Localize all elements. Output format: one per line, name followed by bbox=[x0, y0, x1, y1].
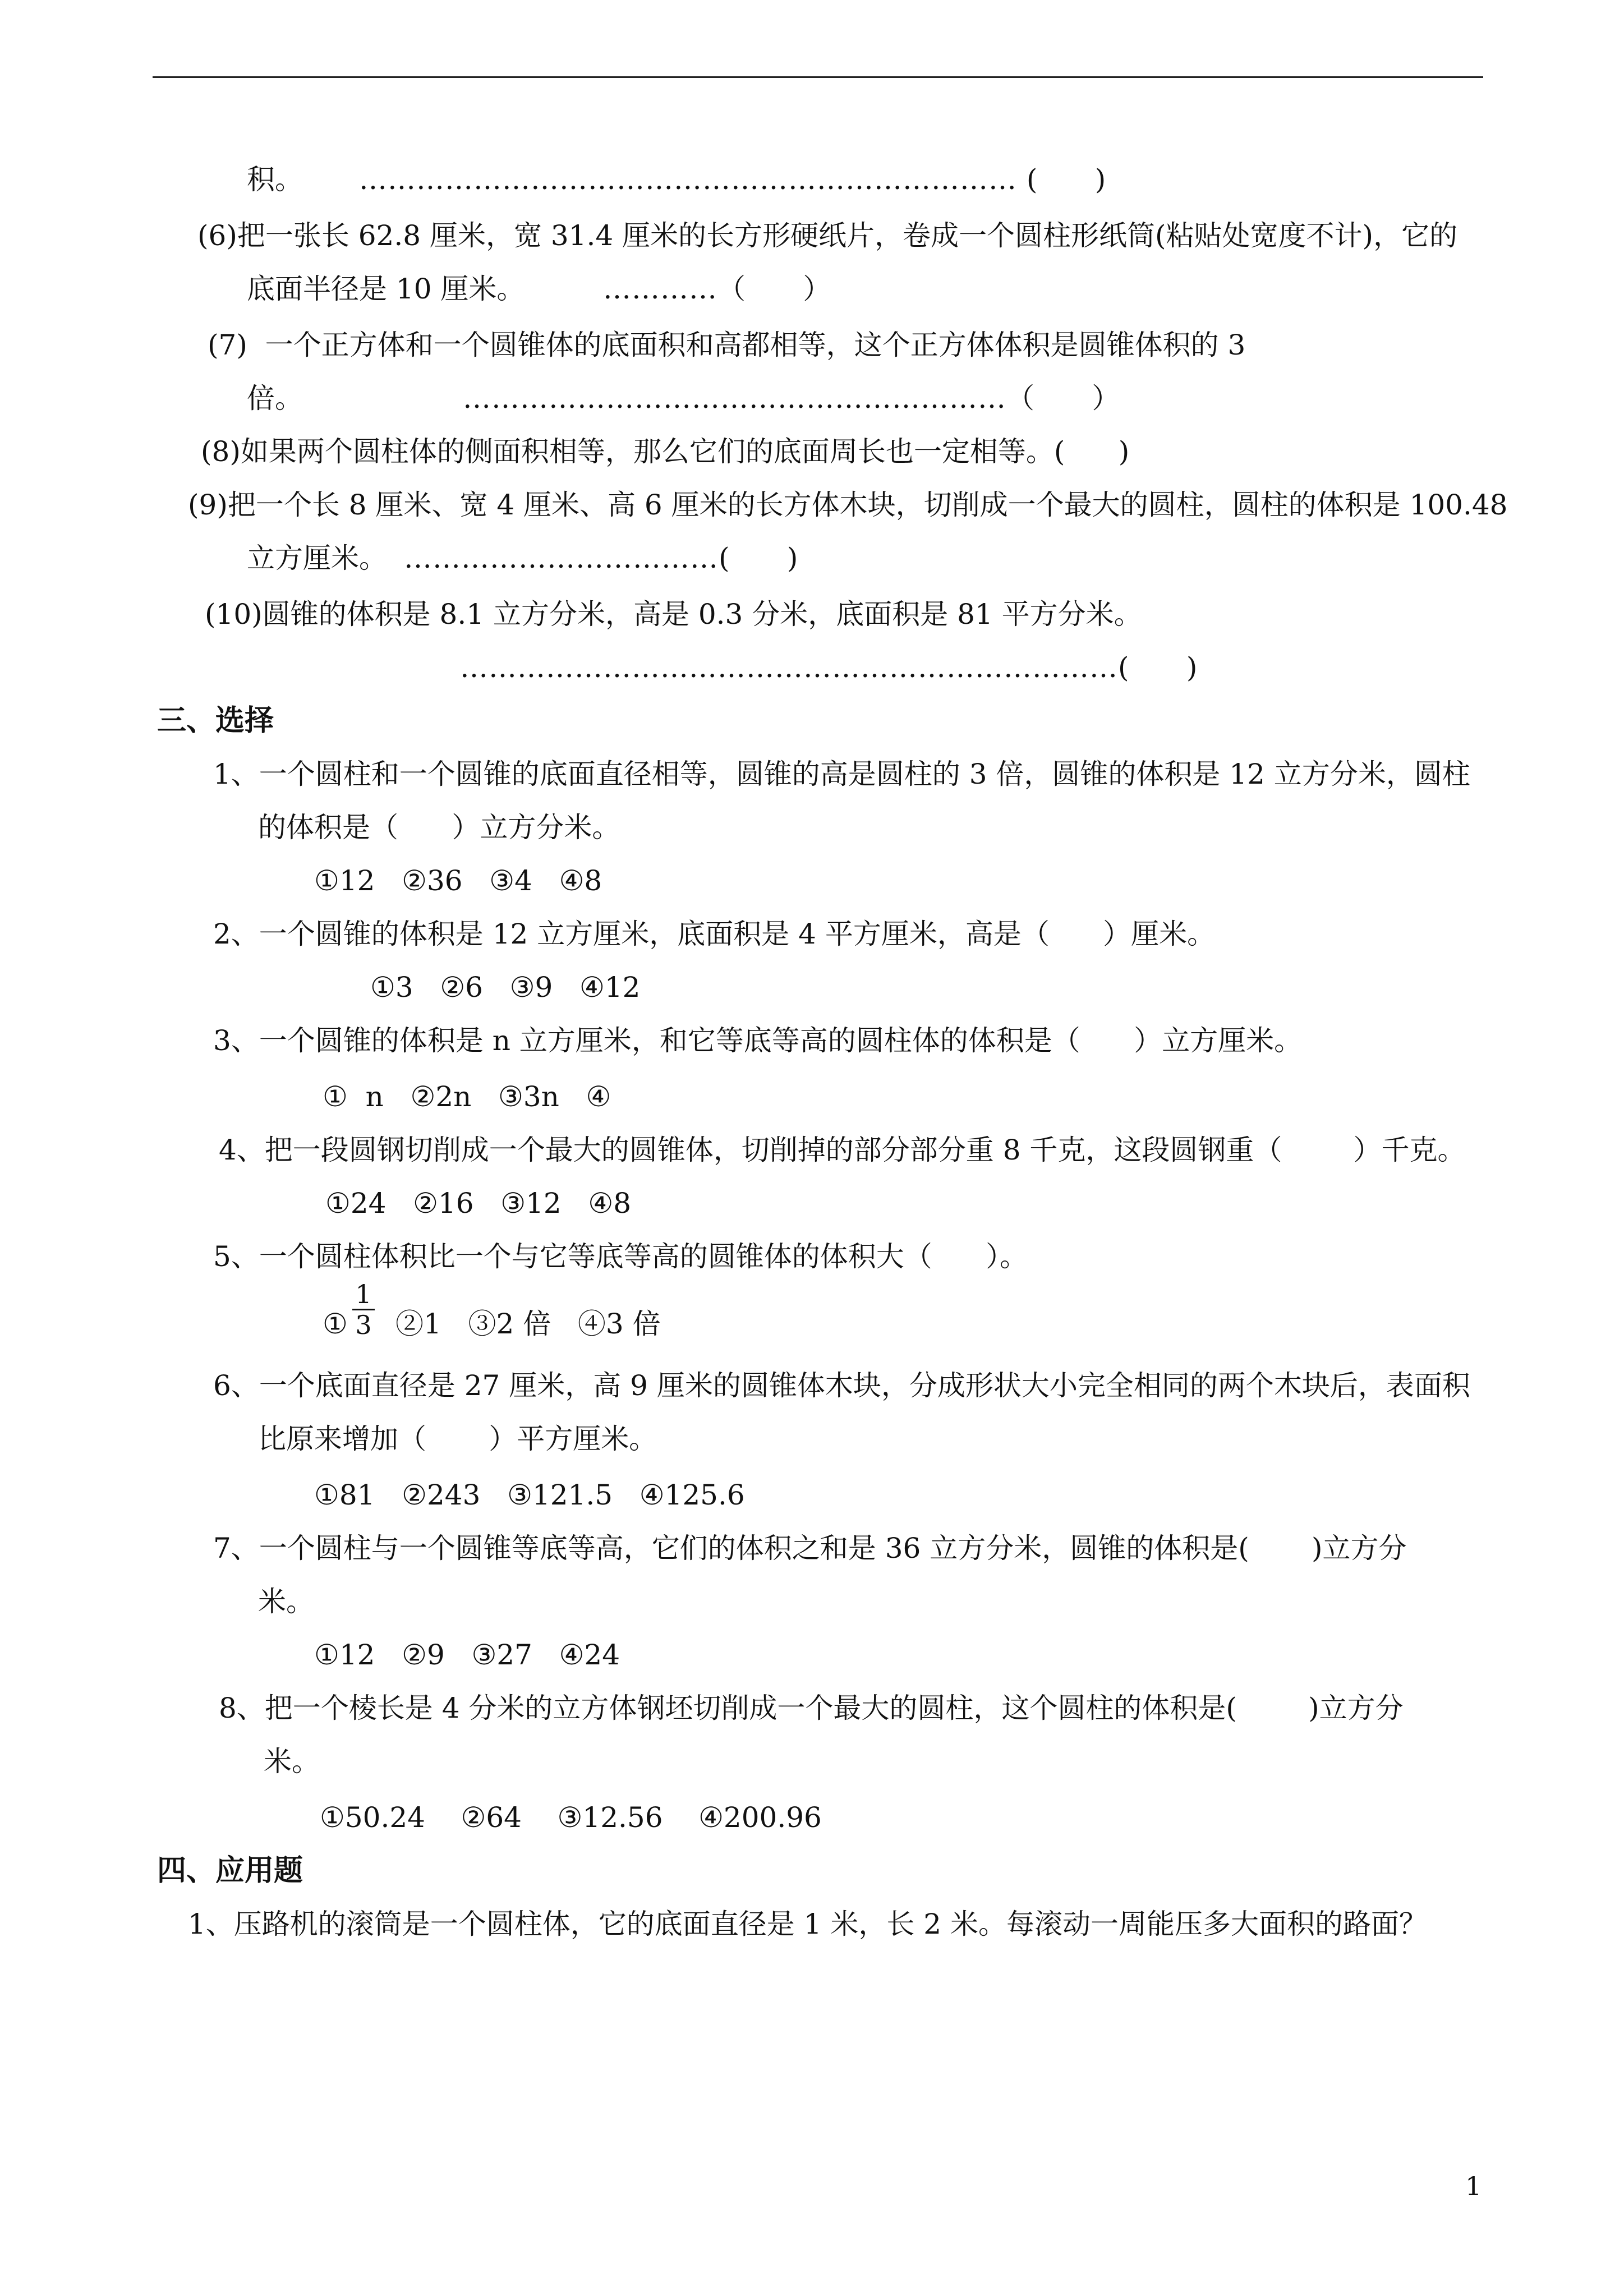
section4-title: 四、应用题 bbox=[157, 1853, 303, 1888]
header-rule bbox=[153, 76, 1483, 78]
fraction-denominator: 3 bbox=[355, 1310, 372, 1340]
section3-title: 三、选择 bbox=[157, 703, 274, 738]
choice-q8-line2: 米。 bbox=[264, 1745, 320, 1778]
choice-q6-options: ①81 ②243 ③121.5 ④125.6 bbox=[314, 1479, 745, 1511]
judge-q10-line1: (10)圆锥的体积是 8.1 立方分米，高是 0.3 分米，底面积是 81 平方分米。 bbox=[205, 598, 1142, 631]
judge-q7-line1: (7) 一个正方体和一个圆锥体的底面积和高都相等，这个正方体体积是圆锥体积的 3 bbox=[208, 329, 1246, 361]
choice-q5-option1-prefix: ① bbox=[323, 1308, 348, 1340]
judge-q6-line2: 底面半径是 10 厘米。 bbox=[247, 273, 525, 305]
judge-q5-dots: …………………………………………………………… ( ) bbox=[359, 163, 1107, 196]
judge-q9-line2: 立方厘米。 bbox=[247, 542, 387, 574]
judge-q8: (8)如果两个圆柱体的侧面积相等，那么它们的底面周长也一定相等。( ) bbox=[201, 435, 1130, 468]
choice-q8-options: ①50.24 ②64 ③12.56 ④200.96 bbox=[320, 1801, 822, 1834]
choice-q5-fraction bbox=[352, 1281, 375, 1338]
choice-q1-line2: 的体积是（ ）立方分米。 bbox=[258, 811, 620, 844]
choice-q6-line1: 6、一个底面直径是 27 厘米，高 9 厘米的圆锥体木块，分成形状大小完全相同的两个木块后，表面积 bbox=[213, 1369, 1470, 1402]
application-q1: 1、压路机的滚筒是一个圆柱体，它的底面直径是 1 米，长 2 米。每滚动一周能压多大面积的路面？ bbox=[188, 1908, 1428, 1940]
judge-q7-line2: 倍。 bbox=[247, 382, 303, 415]
fraction-numerator: 1 bbox=[355, 1279, 372, 1309]
judge-q6-dots: …………（ ） bbox=[603, 273, 832, 305]
judge-q6-line1: (6)把一张长 62.8 厘米，宽 31.4 厘米的长方形硬纸片，卷成一个圆柱形纸筒(粘贴处宽度不计)，它的 bbox=[197, 219, 1458, 252]
choice-q5: 5、一个圆柱体积比一个与它等底等高的圆锥体的体积大（ ）。 bbox=[213, 1240, 1028, 1273]
choice-q6-line2: 比原来增加（ ）平方厘米。 bbox=[258, 1423, 657, 1455]
judge-q5-end: 积。 bbox=[247, 163, 303, 196]
page-number: 1 bbox=[1465, 2171, 1482, 2201]
choice-q2-options: ①3 ②6 ③9 ④12 bbox=[370, 971, 641, 1004]
choice-q7-line1: 7、一个圆柱与一个圆锥等底等高，它们的体积之和是 36 立方分米，圆锥的体积是( )立方分 bbox=[213, 1532, 1407, 1565]
choice-q4: 4、把一段圆钢切削成一个最大的圆锥体，切削掉的部分部分重 8 千克，这段圆钢重（ ）千克。 bbox=[219, 1134, 1466, 1166]
judge-q9-line1: (9)把一个长 8 厘米、宽 4 厘米、高 6 厘米的长方体木块，切削成一个最大的圆柱，圆柱的体积是 100.48 bbox=[188, 489, 1508, 521]
choice-q3-options: ① n ②2n ③3n ④ bbox=[323, 1080, 611, 1113]
choice-q3: 3、一个圆锥的体积是 n 立方厘米，和它等底等高的圆柱体的体积是（ ）立方厘米。 bbox=[213, 1024, 1303, 1057]
choice-q4-options: ①24 ②16 ③12 ④8 bbox=[325, 1187, 632, 1220]
choice-q7-options: ①12 ②9 ③27 ④24 bbox=[314, 1639, 620, 1671]
judge-q9-dots: ……………………………( ) bbox=[404, 542, 799, 574]
choice-q1-line1: 1、一个圆柱和一个圆锥的底面直径相等，圆锥的高是圆柱的 3 倍，圆锥的体积是 12 立方分米，圆柱 bbox=[213, 758, 1470, 790]
choice-q5-options: ②1 ③2 倍 ④3 倍 bbox=[395, 1308, 661, 1340]
choice-q1-options: ①12 ②36 ③4 ④8 bbox=[314, 864, 602, 897]
choice-q8-line1: 8、把一个棱长是 4 分米的立方体钢坯切削成一个最大的圆柱，这个圆柱的体积是( )立方分 bbox=[219, 1692, 1404, 1724]
judge-q7-dots: …………………………………………………（ ） bbox=[463, 382, 1121, 415]
judge-q10-dots: ……………………………………………………………( ) bbox=[460, 651, 1198, 684]
choice-q2: 2、一个圆锥的体积是 12 立方厘米，底面积是 4 平方厘米，高是（ ）厘米。 bbox=[213, 918, 1216, 950]
choice-q7-line2: 米。 bbox=[258, 1585, 314, 1618]
